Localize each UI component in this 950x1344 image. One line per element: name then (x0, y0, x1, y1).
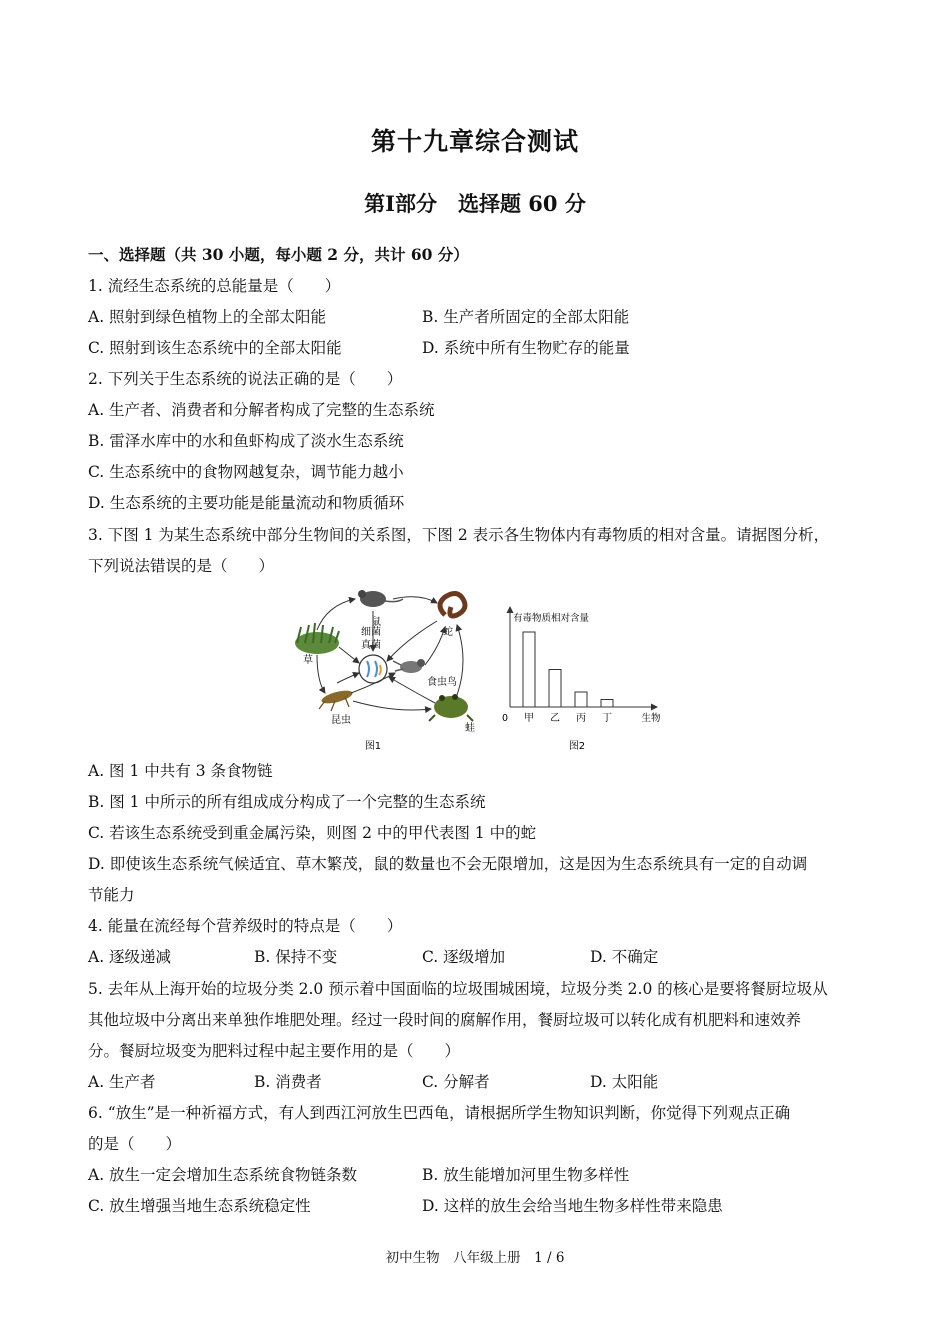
bar-2 (549, 670, 561, 708)
q3-option-c: C. 若该生态系统受到重金属污染，则图 2 中的甲代表图 1 中的蛇 (88, 824, 537, 842)
bar-1 (523, 632, 535, 707)
q5-stem-line2: 其他垃圾中分离出来单独作堆肥处理。经过一段时间的腐解作用，餐厨垃圾可以转化成有机肥料和速效养 (88, 1011, 802, 1029)
frog-icon (429, 694, 473, 721)
q6-option-b: B. 放生能增加河里生物多样性 (422, 1166, 630, 1184)
grass-label: 草 (303, 655, 313, 666)
q1-option-d: D. 系统中所有生物贮存的能量 (422, 339, 630, 357)
page-title: 第十九章综合测试 (370, 127, 579, 156)
bar-label-2: 乙 (550, 713, 560, 724)
q5-stem-line1: 5. 去年从上海开始的垃圾分类 2.0 预示着中国面临的垃圾围城困境，垃圾分类 2.0 的核心是要将餐厨垃圾从 (88, 980, 828, 998)
q3-option-b: B. 图 1 中所示的所有组成成分构成了一个完整的生态系统 (88, 793, 486, 811)
q1-option-c: C. 照射到该生态系统中的全部太阳能 (88, 339, 342, 357)
insect-label: 昆虫 (331, 715, 351, 726)
q6-option-d: D. 这样的放生会给当地生物多样性带来隐患 (422, 1197, 723, 1215)
q6-option-a: A. 放生一定会增加生态系统食物链条数 (88, 1166, 358, 1184)
snake-label: 蛇 (443, 627, 453, 638)
q3-option-a: A. 图 1 中共有 3 条食物链 (88, 762, 273, 780)
q3-option-d-line1: D. 即使该生态系统气候适宜、草木繁茂，鼠的数量也不会无限增加，这是因为生态系统具有一定的自动调 (88, 855, 808, 873)
bar-3 (575, 692, 587, 707)
decomposer-label-1: 细菌 (361, 627, 381, 638)
q3-stem-line1: 3. 下图 1 为某生态系统中部分生物间的关系图，下图 2 表示各生物体内有毒物质的相对含量。请据图分析， (88, 526, 830, 544)
q3-figure-svg (285, 585, 675, 757)
q5-option-b: B. 消费者 (254, 1073, 322, 1091)
q5-option-a: A. 生产者 (88, 1073, 156, 1091)
bird-icon (393, 659, 425, 673)
mouse-label: 鼠 (371, 617, 381, 628)
q3-option-d-line2: 节能力 (88, 886, 135, 904)
q6-option-c: C. 放生增强当地生态系统稳定性 (88, 1197, 311, 1215)
page-footer: 初中生物 八年级上册 1 / 6 (385, 1250, 565, 1266)
bar-label-1: 甲 (524, 713, 534, 724)
food-web-diagram (295, 590, 475, 752)
q5-option-c: C. 分解者 (422, 1073, 490, 1091)
q4-option-c: C. 逐级增加 (422, 948, 506, 966)
snake-icon (440, 593, 465, 616)
origin-label: 0 (501, 713, 509, 724)
q2-option-c: C. 生态系统中的食物网越复杂，调节能力越小 (88, 463, 404, 481)
q1-option-a: A. 照射到绿色植物上的全部太阳能 (88, 308, 327, 326)
y-axis-label: 有毒物质相对含量 (513, 613, 590, 624)
q2-option-d: D. 生态系统的主要功能是能量流动和物质循环 (88, 494, 405, 512)
q1-option-b: B. 生产者所固定的全部太阳能 (422, 308, 630, 326)
q2-stem: 2. 下列关于生态系统的说法正确的是（ ） (88, 370, 403, 388)
grass-icon (295, 623, 339, 654)
bird-label: 食虫鸟 (427, 677, 457, 688)
section-heading: 一、选择题（共 30 小题，每小题 2 分，共计 60 分） (88, 245, 469, 264)
bar-4 (601, 700, 613, 708)
toxin-bar-chart (502, 607, 661, 752)
q5-option-d: D. 太阳能 (590, 1073, 659, 1091)
fig2-label: 图2 (568, 741, 586, 752)
q2-option-a: A. 生产者、消费者和分解者构成了完整的生态系统 (88, 401, 435, 419)
q6-stem-line1: 6. “放生”是一种祈福方式，有人到西江河放生巴西龟，请根据所学生物知识判断，你觉得下列观点正确 (88, 1104, 791, 1122)
q4-option-b: B. 保持不变 (254, 948, 338, 966)
q5-stem-line3: 分。餐厨垃圾变为肥料过程中起主要作用的是（ ） (88, 1042, 461, 1060)
q3-figure (285, 585, 675, 757)
q6-stem-line2: 的是（ ） (88, 1135, 182, 1153)
q4-stem: 4. 能量在流经每个营养级时的特点是（ ） (88, 917, 403, 935)
bar-label-3: 丙 (576, 713, 586, 724)
section-subtitle: 第Ⅰ部分 选择题 60 分 (364, 191, 586, 216)
frog-label: 蛙 (465, 723, 475, 734)
decomposer-label-2: 真菌 (361, 640, 381, 651)
fig1-label: 图1 (364, 741, 382, 752)
bar-label-4: 丁 (602, 713, 612, 724)
q3-stem-line2: 下列说法错误的是（ ） (88, 557, 275, 575)
q2-option-b: B. 雷泽水库中的水和鱼虾构成了淡水生态系统 (88, 432, 404, 450)
q1-stem: 1. 流经生态系统的总能量是（ ） (88, 277, 341, 295)
q4-option-d: D. 不确定 (590, 948, 659, 966)
q4-option-a: A. 逐级递减 (88, 948, 172, 966)
x-axis-label: 生物 (641, 713, 661, 724)
